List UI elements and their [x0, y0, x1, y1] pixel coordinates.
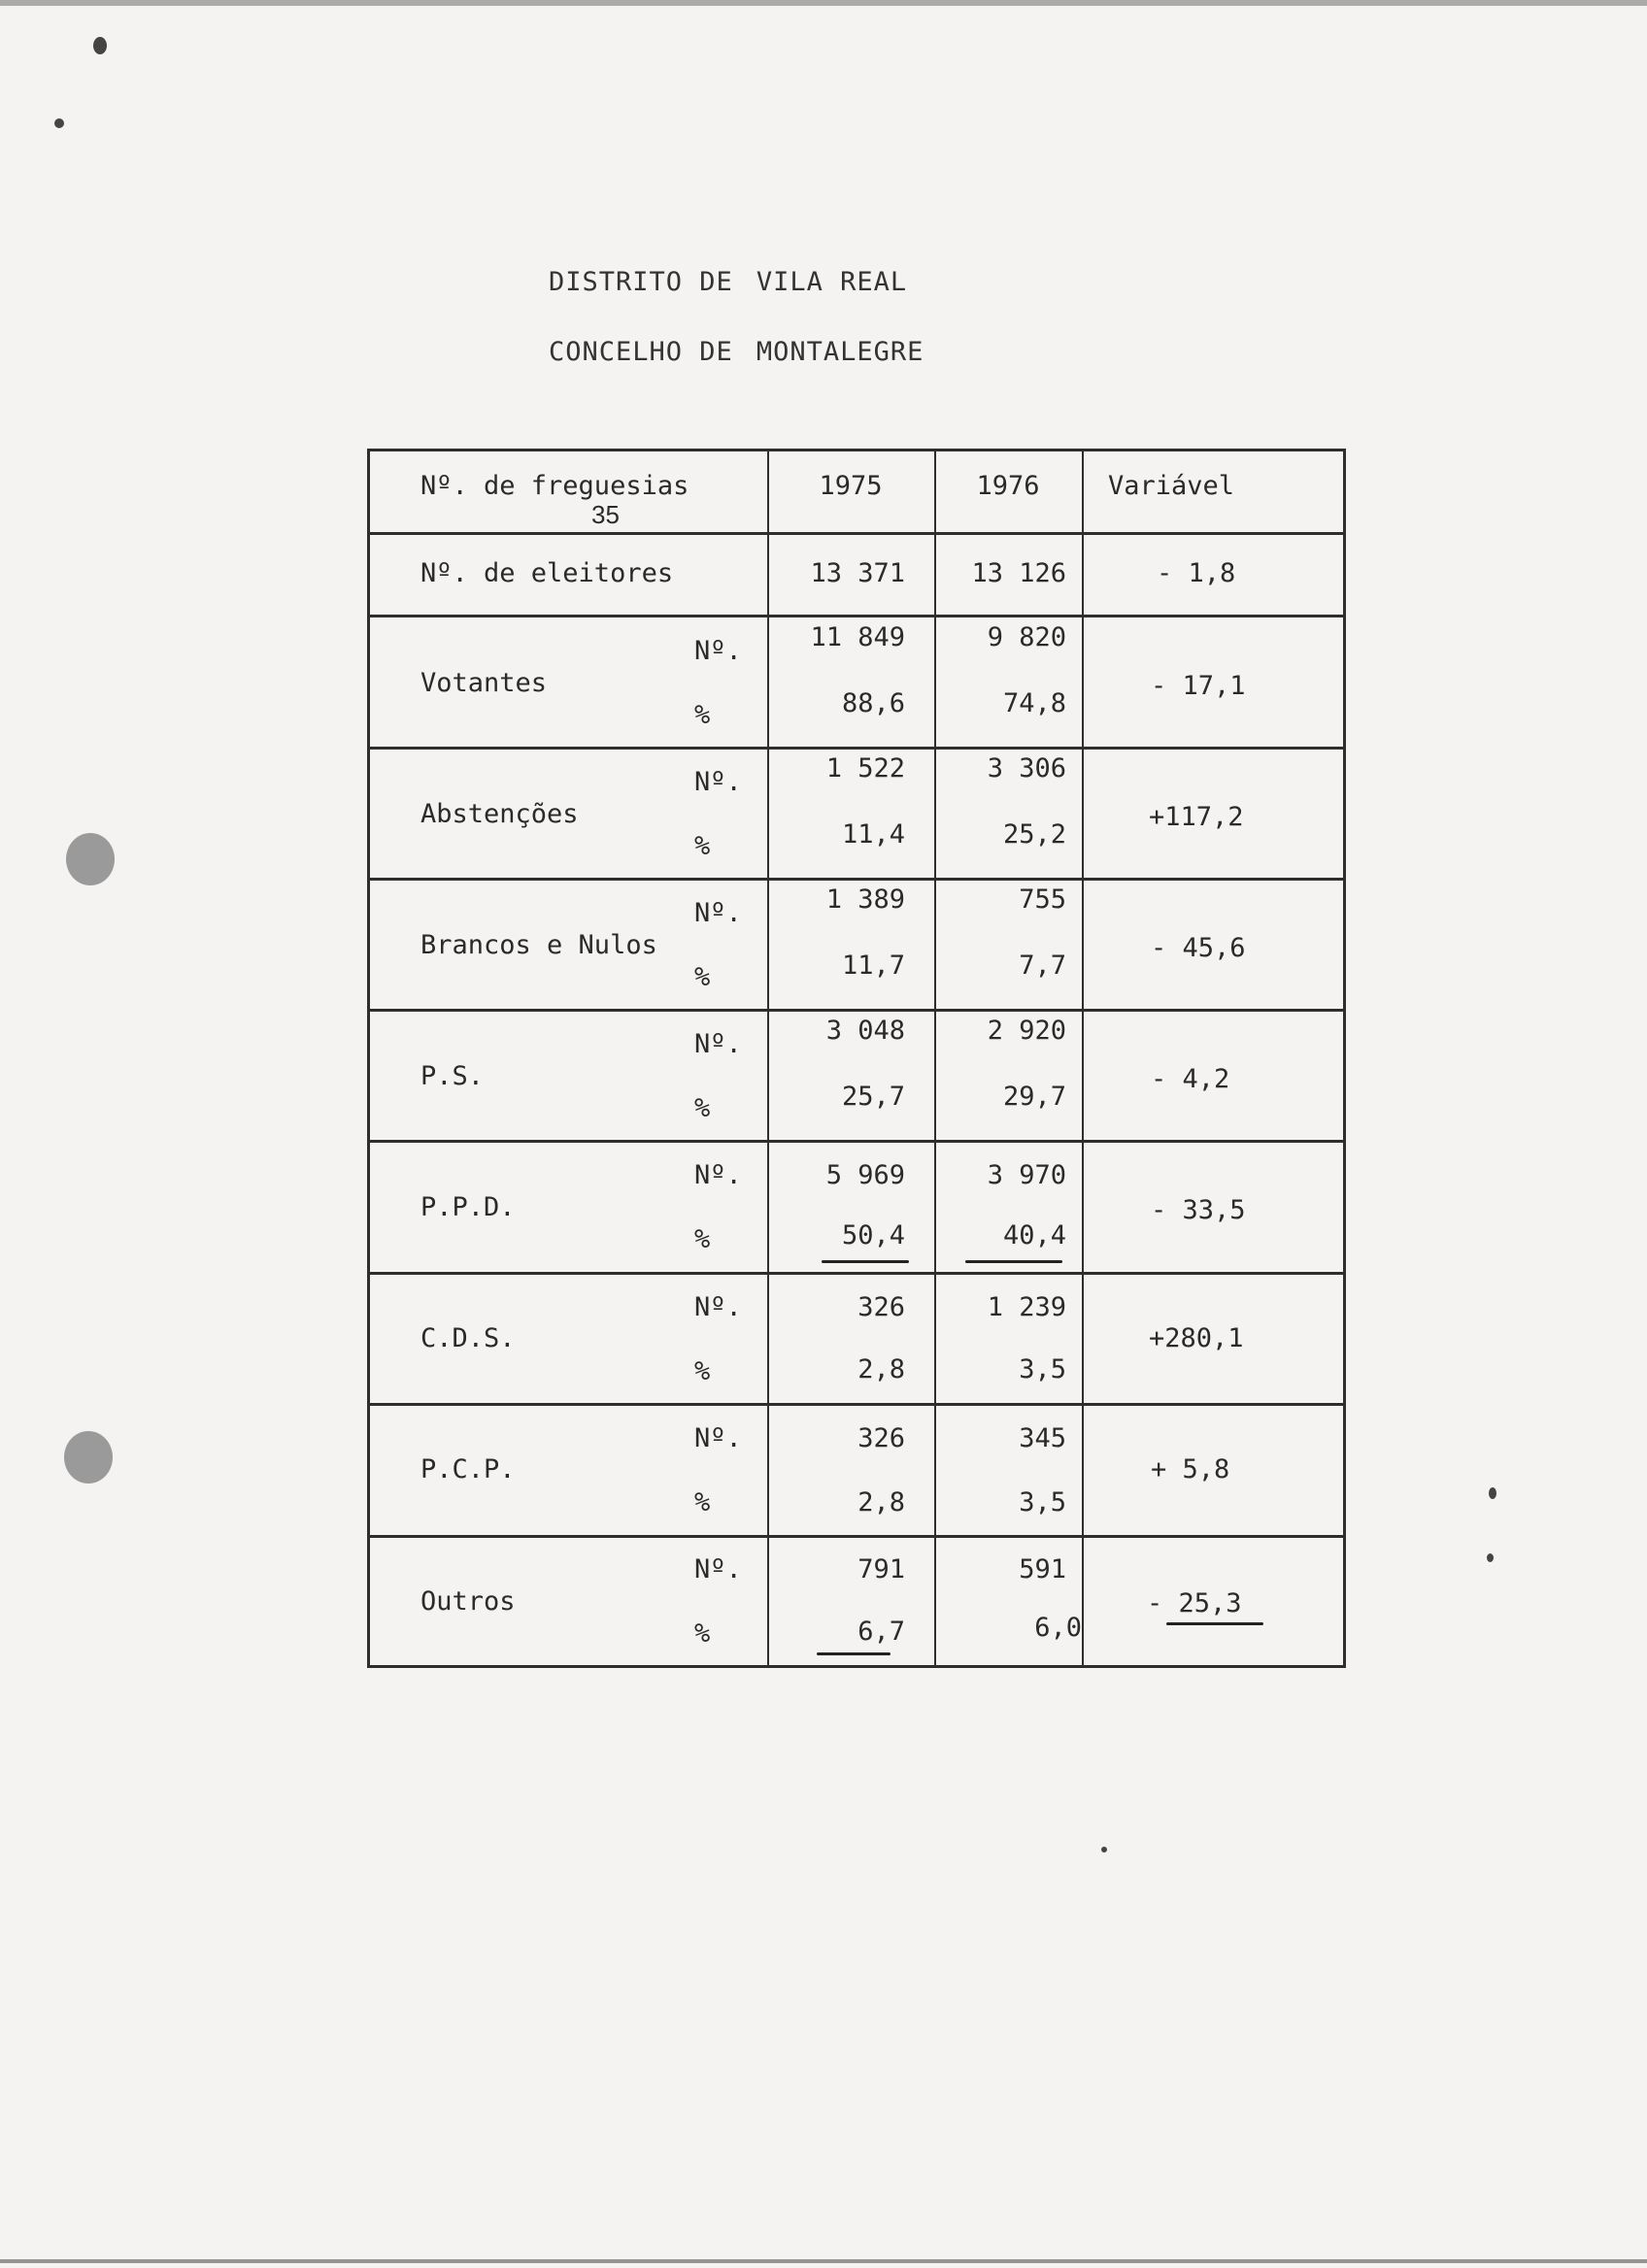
- sub-label-n: Nº.: [694, 636, 742, 666]
- brancos-nulos-pct-1976: 7,7: [1019, 951, 1066, 981]
- row-label-outros: Outros: [420, 1586, 516, 1617]
- cds-n-1976: 1 239: [987, 1292, 1066, 1322]
- col-divider: [1082, 451, 1084, 1665]
- ink-speck: [1101, 1847, 1107, 1852]
- row-label-ps: P.S.: [420, 1061, 485, 1091]
- row-divider: [370, 1535, 1343, 1538]
- brancos-nulos-variavel: - 45,6: [1151, 933, 1246, 963]
- col-header-variavel: Variável: [1108, 471, 1235, 501]
- ppd-n-1976: 3 970: [987, 1160, 1066, 1190]
- votantes-variavel: - 17,1: [1151, 671, 1246, 701]
- brancos-nulos-n-1975: 1 389: [825, 884, 905, 915]
- underline-mark: [822, 1260, 909, 1263]
- underline-mark: [965, 1260, 1062, 1263]
- cds-pct-1976: 3,5: [1019, 1354, 1066, 1384]
- sub-label-n: Nº.: [694, 1423, 742, 1453]
- row-label-brancos-nulos: Brancos e Nulos: [420, 930, 657, 960]
- votantes-pct-1975: 88,6: [841, 688, 905, 718]
- row-label-abstencoes: Abstenções: [420, 799, 579, 829]
- scan-bottom-edge: [0, 2259, 1647, 2263]
- sub-label-pct: %: [694, 700, 711, 730]
- scan-top-edge: [0, 0, 1647, 6]
- sub-label-pct: %: [694, 1224, 711, 1254]
- row-divider: [370, 532, 1343, 535]
- cds-pct-1975: 2,8: [857, 1354, 905, 1384]
- sub-label-pct: %: [694, 831, 711, 861]
- punch-hole-bottom: [64, 1431, 113, 1484]
- eleitores-variavel: - 1,8: [1157, 558, 1236, 588]
- row-label-ppd: P.P.D.: [420, 1192, 516, 1222]
- sub-label-n: Nº.: [694, 1554, 742, 1584]
- district-value: VILA REAL: [756, 267, 908, 297]
- outros-pct-1975: 6,7: [857, 1617, 905, 1647]
- sub-label-n: Nº.: [694, 1160, 742, 1190]
- freguesias-label: Nº. de freguesias: [420, 471, 689, 501]
- pcp-pct-1976: 3,5: [1019, 1487, 1066, 1518]
- sub-label-pct: %: [694, 1618, 711, 1649]
- row-label-pcp: P.C.P.: [420, 1454, 516, 1484]
- ppd-variavel: - 33,5: [1151, 1195, 1246, 1225]
- eleitores-label: Nº. de eleitores: [420, 558, 674, 588]
- cds-n-1975: 326: [857, 1292, 905, 1322]
- council-heading: [549, 337, 924, 367]
- sub-label-pct: %: [694, 962, 711, 992]
- ps-pct-1975: 25,7: [841, 1082, 905, 1112]
- ps-variavel: - 4,2: [1151, 1064, 1230, 1094]
- brancos-nulos-pct-1975: 11,7: [841, 951, 905, 981]
- underline-mark: [1166, 1622, 1263, 1625]
- ppd-pct-1976: 40,4: [1002, 1220, 1066, 1251]
- votantes-n-1976: 9 820: [987, 622, 1066, 652]
- ppd-pct-1975: 50,4: [841, 1220, 905, 1251]
- ps-n-1975: 3 048: [825, 1016, 905, 1046]
- ps-n-1976: 2 920: [987, 1016, 1066, 1046]
- council-value: MONTALEGRE: [756, 337, 924, 367]
- sub-label-n: Nº.: [694, 898, 742, 928]
- punch-hole-top: [66, 833, 115, 885]
- sub-label-n: Nº.: [694, 1292, 742, 1322]
- district-heading: [549, 267, 907, 297]
- council-label: CONCELHO DE: [549, 337, 733, 367]
- freguesias-count: 35: [591, 500, 620, 529]
- row-divider: [370, 878, 1343, 881]
- pcp-n-1976: 345: [1019, 1423, 1066, 1453]
- row-divider: [370, 1272, 1343, 1275]
- abstencoes-n-1976: 3 306: [987, 753, 1066, 784]
- abstencoes-pct-1975: 11,4: [841, 819, 905, 850]
- row-divider: [370, 1403, 1343, 1406]
- row-divider: [370, 615, 1343, 617]
- sub-label-n: Nº.: [694, 1029, 742, 1059]
- sub-label-pct: %: [694, 1093, 711, 1123]
- sub-label-n: Nº.: [694, 767, 742, 797]
- votantes-pct-1976: 74,8: [1002, 688, 1066, 718]
- row-divider: [370, 1009, 1343, 1012]
- cds-variavel: +280,1: [1149, 1323, 1244, 1353]
- pcp-pct-1975: 2,8: [857, 1487, 905, 1518]
- row-label-cds: C.D.S.: [420, 1323, 516, 1353]
- ink-speck: [1489, 1487, 1496, 1499]
- outros-variavel: - 25,3: [1147, 1588, 1242, 1618]
- votantes-n-1975: 11 849: [810, 622, 905, 652]
- ink-speck: [54, 118, 64, 128]
- eleitores-1976: 13 126: [971, 558, 1066, 588]
- district-label: DISTRITO DE: [549, 267, 733, 297]
- brancos-nulos-n-1976: 755: [1019, 884, 1066, 915]
- abstencoes-pct-1976: 25,2: [1002, 819, 1066, 850]
- row-label-votantes: Votantes: [420, 668, 548, 698]
- results-table: [367, 449, 1346, 1668]
- abstencoes-n-1975: 1 522: [825, 753, 905, 784]
- ppd-n-1975: 5 969: [825, 1160, 905, 1190]
- sub-label-pct: %: [694, 1487, 711, 1518]
- eleitores-1975: 13 371: [810, 558, 905, 588]
- abstencoes-variavel: +117,2: [1149, 802, 1244, 832]
- ps-pct-1976: 29,7: [1002, 1082, 1066, 1112]
- sub-label-pct: %: [694, 1356, 711, 1386]
- ink-speck: [1487, 1553, 1494, 1562]
- ink-speck: [93, 37, 107, 54]
- outros-n-1975: 791: [857, 1554, 905, 1584]
- underline-mark: [817, 1652, 891, 1655]
- row-divider: [370, 747, 1343, 750]
- pcp-n-1975: 326: [857, 1423, 905, 1453]
- col-header-1975: 1975: [819, 471, 883, 501]
- col-header-1976: 1976: [976, 471, 1040, 501]
- outros-pct-1976: 6,0: [1034, 1613, 1082, 1643]
- pcp-variavel: + 5,8: [1151, 1454, 1230, 1484]
- row-divider: [370, 1140, 1343, 1143]
- outros-n-1976: 591: [1019, 1554, 1066, 1584]
